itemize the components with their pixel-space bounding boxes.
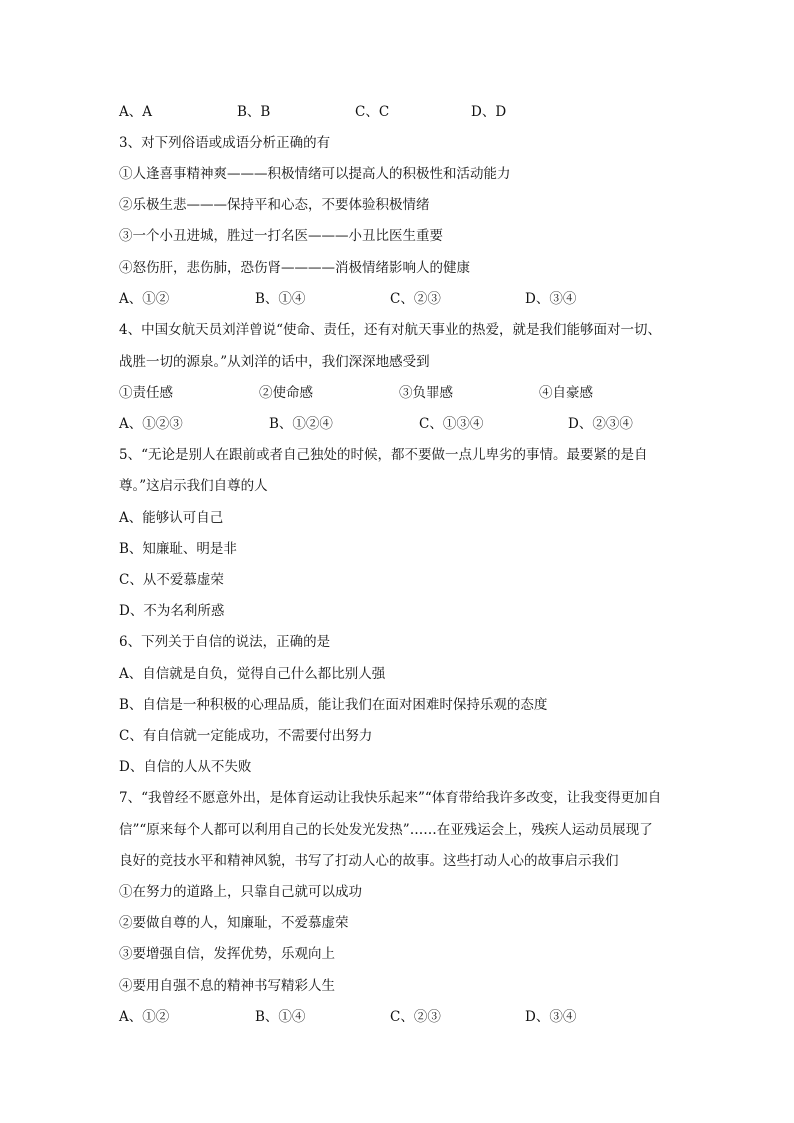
q4-stem-line1: 4、中国女航天员刘洋曾说“使命、责任，还有对航天事业的热爱，就是我们能够面对一切、 — [119, 322, 661, 338]
q4-options — [119, 414, 679, 434]
q7-stem-line3: 良好的竞技水平和精神风貌，书写了打动人心的故事。这些打动人心的故事启示我们 — [119, 853, 619, 869]
q4-item-4: ④自豪感 — [539, 385, 593, 401]
q5-option-c[interactable]: C、从不爱慕虚荣 — [119, 572, 224, 588]
q7-option-b[interactable]: B、①④ — [255, 1009, 306, 1025]
q2-option-c[interactable]: C、C — [355, 104, 390, 120]
q7-option-d[interactable]: D、③④ — [525, 1009, 577, 1025]
q6-option-b[interactable]: B、自信是一种积极的心理品质，能让我们在面对困难时保持乐观的态度 — [119, 697, 548, 713]
q2-option-d[interactable]: D、D — [471, 104, 507, 120]
q5-option-d[interactable]: D、不为名利所惑 — [119, 603, 225, 619]
q2-options — [119, 102, 679, 122]
q3-item-1: ①人逢喜事精神爽———积极情绪可以提高人的积极性和活动能力 — [119, 166, 511, 182]
q7-option-c[interactable]: C、②③ — [390, 1009, 441, 1025]
q2-option-b[interactable]: B、B — [237, 104, 271, 120]
q3-options — [119, 289, 679, 309]
q7-item-1: ①在努力的道路上，只靠自己就可以成功 — [119, 884, 362, 900]
q4-option-b[interactable]: B、①②④ — [269, 416, 333, 432]
q3-option-b[interactable]: B、①④ — [255, 291, 306, 307]
q6-stem: 6、下列关于自信的说法，正确的是 — [119, 634, 331, 650]
q7-option-a[interactable]: A、①② — [119, 1009, 170, 1025]
q6-option-d[interactable]: D、自信的人从不失败 — [119, 759, 252, 775]
q3-option-d[interactable]: D、③④ — [525, 291, 577, 307]
q5-option-a[interactable]: A、能够认可自己 — [119, 510, 224, 526]
q3-item-4: ④怒伤肝，悲伤肺，恐伤肾————消极情绪影响人的健康 — [119, 260, 470, 276]
q4-item-3: ③负罪感 — [399, 385, 453, 401]
q7-item-2: ②要做自尊的人，知廉耻，不爱慕虚荣 — [119, 915, 349, 931]
q3-option-a[interactable]: A、①② — [119, 291, 170, 307]
q2-option-a[interactable]: A、A — [119, 104, 152, 120]
q7-stem-line1: 7、“我曾经不愿意外出，是体育运动让我快乐起来”“体育带给我许多改变，让我变得更加自 — [119, 790, 662, 806]
q5-option-b[interactable]: B、知廉耻、明是非 — [119, 541, 237, 557]
q7-stem-line2: 信”“原来每个人都可以利用自己的长处发光发热”……在亚残运会上，残疾人运动员展现了 — [119, 822, 653, 838]
q3-item-3: ③一个小丑进城，胜过一打名医———小丑比医生重要 — [119, 228, 443, 244]
q4-item-2: ②使命感 — [259, 385, 313, 401]
q3-item-2: ②乐极生悲———保持平和心态，不要体验积极情绪 — [119, 197, 430, 213]
q4-option-c[interactable]: C、①③④ — [419, 416, 484, 432]
q4-stem-line2: 战胜一切的源泉。”从刘洋的话中，我们深深地感受到 — [119, 354, 430, 370]
q6-option-a[interactable]: A、自信就是自负，觉得自己什么都比别人强 — [119, 666, 386, 682]
q6-option-c[interactable]: C、有自信就一定能成功，不需要付出努力 — [119, 728, 373, 744]
q3-option-c[interactable]: C、②③ — [390, 291, 441, 307]
q7-item-3: ③要增强自信，发挥优势，乐观向上 — [119, 946, 335, 962]
q5-stem-line1: 5、“无论是别人在跟前或者自己独处的时候，都不要做一点儿卑劣的事情。最要紧的是自 — [119, 447, 648, 463]
q7-options — [119, 1007, 679, 1027]
q5-stem-line2: 尊。”这启示我们自尊的人 — [119, 478, 268, 494]
q4-option-d[interactable]: D、②③④ — [568, 416, 633, 432]
q4-option-a[interactable]: A、①②③ — [119, 416, 183, 432]
q4-item-1: ①责任感 — [119, 385, 173, 401]
q4-items — [119, 383, 679, 403]
q7-item-4: ④要用自强不息的精神书写精彩人生 — [119, 978, 335, 994]
q3-stem: 3、对下列俗语或成语分析正确的有 — [119, 135, 331, 151]
